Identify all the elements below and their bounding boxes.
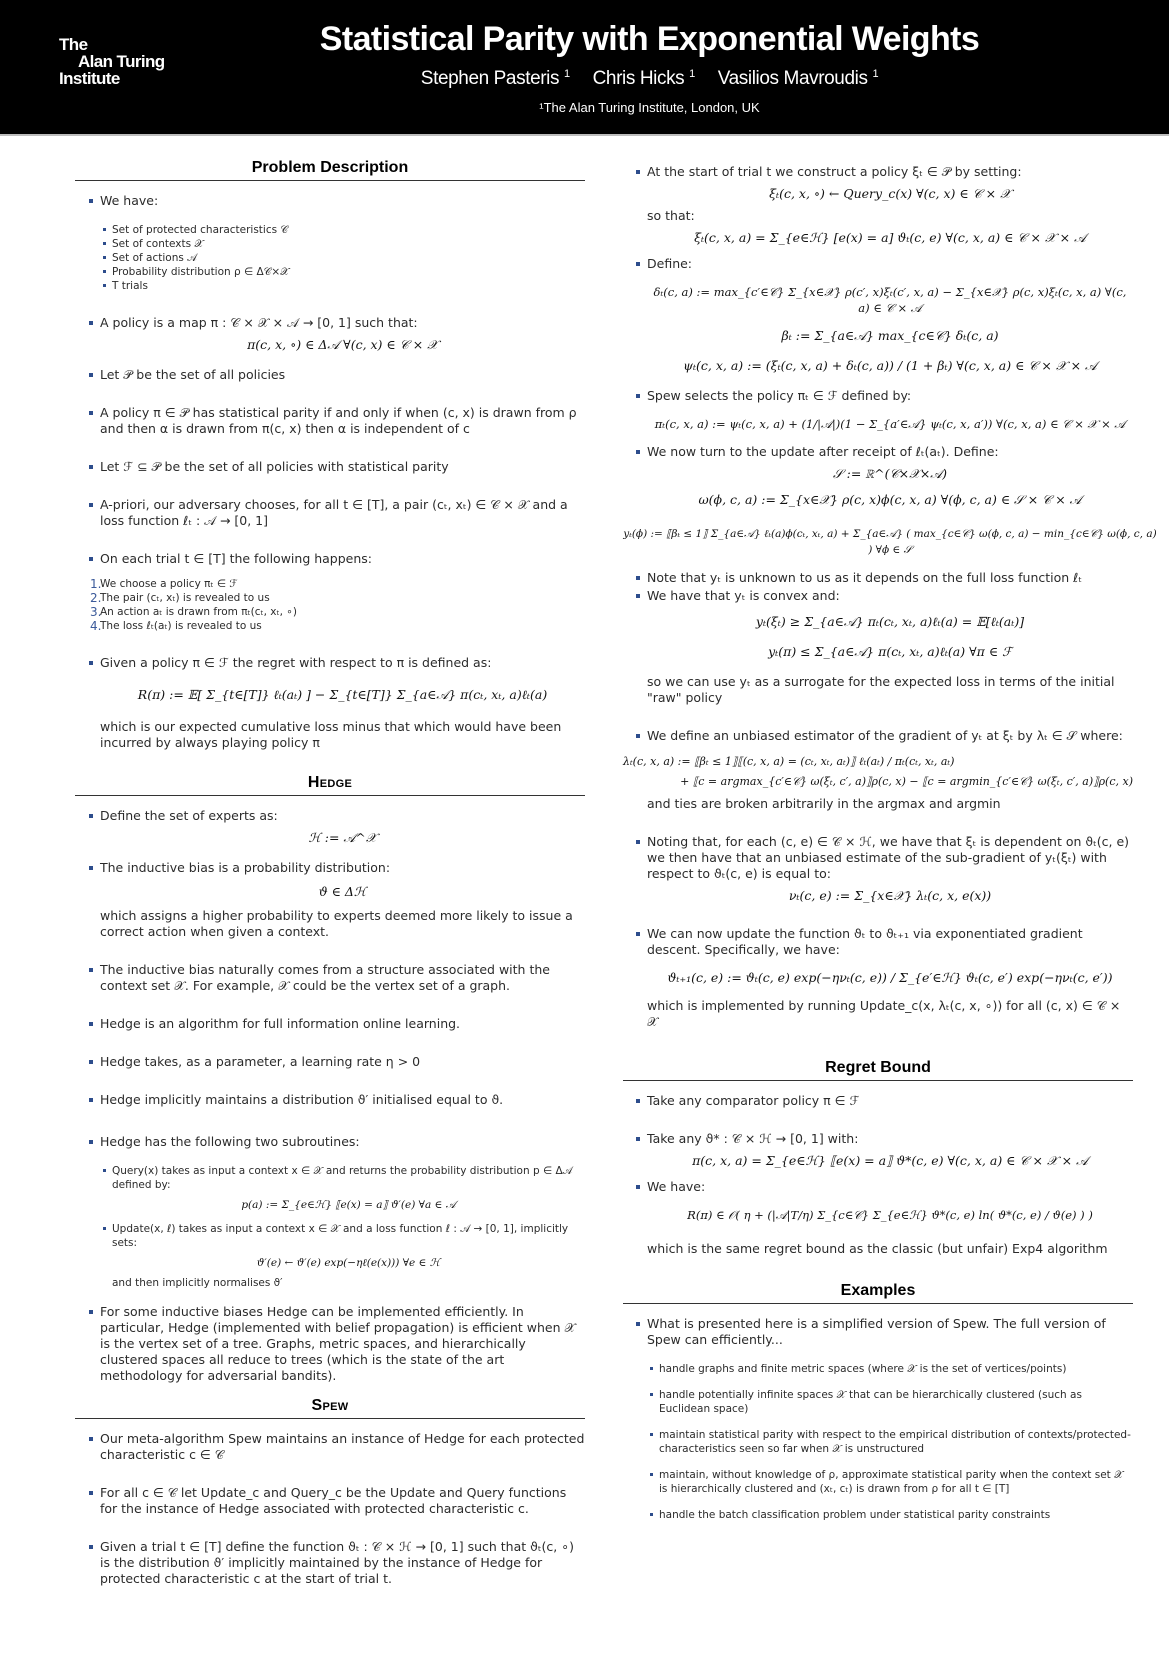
list-item: Define: δₜ(c, a) := max_{c′∈𝒞} Σ_{x∈𝒳} ρ(c′, x)ξₜ(c′, x, a) − Σ_{x∈𝒳} ρ(c, x)ξₜ(c, x, a) ∀(c, a) ∈ 𝒞 × 𝒜 βₜ := Σ_{a∈𝒜} max_{c∈𝒞} δₜ(c, a) ψₜ(c, x, a) := (ξₜ(c, x, a) + δₜ(c, a)) / (1 + βₜ) ∀(c, x, a) ∈ 𝒞 × 𝒳 × 𝒜 <box>623 256 1133 374</box>
list-item: The inductive bias is a probability distribution: ϑ ∈ Δℋ which assigns a higher probability to experts deemed more likely to issue a correct action when given a context. <box>75 860 585 940</box>
problem-components <box>100 223 585 293</box>
section-title-problem: Problem Description <box>75 160 585 181</box>
list-item: For all c ∈ 𝒞 let Update_c and Query_c be the Update and Query functions for the instance of Hedge associated with protected characteristic c. <box>75 1485 585 1517</box>
equation: ϑₜ₊₁(c, e) := ϑₜ(c, e) exp(−ηνₜ(c, e)) / Σ_{e′∈ℋ} ϑₜ(c, e′) exp(−ηνₜ(c, e′)) <box>667 970 1113 985</box>
hedge-subroutines <box>100 1164 585 1290</box>
equation: π(c, x, ∘) ∈ Δ𝒜 ∀(c, x) ∈ 𝒞 × 𝒳 <box>247 337 438 352</box>
list-item: Take any ϑ* : 𝒞 × ℋ → [0, 1] with: π(c, x, a) = Σ_{e∈ℋ} ⟦e(x) = a⟧ ϑ*(c, e) ∀(c, x, a) ∈ 𝒞 × 𝒳 × 𝒜 <box>623 1131 1133 1169</box>
logo-line: Institute <box>59 69 120 88</box>
list-item: Let ℱ ⊆ 𝒫 be the set of all policies with statistical parity <box>75 459 585 475</box>
equation: p(a) := Σ_{e∈ℋ} ⟦e(x) = a⟧ ϑ′(e) ∀a ∈ 𝒜 <box>241 1199 456 1211</box>
right-column <box>623 164 1157 1536</box>
list-item: 2. The pair (cₜ, xₜ) is revealed to us <box>90 591 270 605</box>
list-item: Given a policy π ∈ ℱ the regret with respect to π is defined as: R(π) := 𝔼[ Σ_{t∈[T]} ℓₜ(aₜ) ] − Σ_{t∈[T]} Σ_{a∈𝒜} π(cₜ, xₜ, a)ℓₜ(a) which is our expected cumulative loss minus that which would have been incurred by always playing policy π <box>75 655 585 751</box>
equation: δₜ(c, a) := max_{c′∈𝒞} Σ_{x∈𝒳} ρ(c′, x)ξₜ(c′, x, a) − Σ_{x∈𝒳} ρ(c, x)ξₜ(c, x, a) ∀(c, a) ∈ 𝒞 × 𝒜 <box>653 285 1127 315</box>
list-item: A-priori, our adversary chooses, for all t ∈ [T], a pair (cₜ, xₜ) ∈ 𝒞 × 𝒳 and a loss function ℓₜ : 𝒜 → [0, 1] <box>75 497 585 529</box>
list-item: Probability distribution ρ ∈ Δ𝒞×𝒳 <box>100 265 585 279</box>
equation: πₜ(c, x, a) := ψₜ(c, x, a) + (1/|𝒜|)(1 − Σ_{a′∈𝒜} ψₜ(c, x, a′)) ∀(c, x, a) ∈ 𝒞 × 𝒳 × 𝒜 <box>654 417 1126 431</box>
list-item: maintain statistical parity with respect to the empirical distribution of contexts/protected-characteristics seen so far when 𝒳 is unstructured <box>647 1428 1133 1456</box>
examples-list <box>623 1316 1133 1522</box>
affiliation: ¹The Alan Turing Institute, London, UK <box>539 100 760 115</box>
regret-bound-list <box>623 1093 1133 1257</box>
left-column <box>75 160 585 1601</box>
list-item: What is presented here is a simplified version of Spew. The full version of Spew can efficiently... handle graphs and finite metric spaces (where 𝒳 is the set of vertices/points) handle potentially infinite spaces 𝒳 that can be hierarchically clustered (such as Euclidean space) maintain statistical parity with respect to the empirical distribution of contexts/protected-characteristics seen so far when 𝒳 is unstructured maintain, without knowledge of ρ, approximate statistical parity when the context set 𝒳 is hierarchically clustered and (xₜ, cₜ) is drawn from ρ for all t ∈ [T] handle the batch classification problem under statistical parity constraints <box>623 1316 1133 1522</box>
equation: ℋ := 𝒜^𝒳 <box>308 830 377 845</box>
problem-list <box>75 193 585 751</box>
spew-details-list <box>623 164 1157 1030</box>
logo-line: Alan Turing <box>78 52 165 71</box>
equation: R(π) ∈ 𝒪( η + (|𝒜|T/η) Σ_{c∈𝒞} Σ_{e∈ℋ} ϑ*(c, e) ln( ϑ*(c, e) / ϑ(e) ) ) <box>687 1208 1093 1222</box>
list-item: A policy π ∈ 𝒫 has statistical parity if and only if when (c, x) is drawn from ρ and then α is drawn from π(c, x) then α is independent of c <box>75 405 585 437</box>
list-item: Hedge takes, as a parameter, a learning rate η > 0 <box>75 1054 585 1070</box>
list-item: Take any comparator policy π ∈ ℱ <box>623 1093 1133 1109</box>
list-item: We define an unbiased estimator of the gradient of yₜ at ξₜ by λₜ ∈ 𝒮 where: λₜ(c, x, a) := ⟦βₜ ≤ 1⟧⟦(c, x, a) = (cₜ, xₜ, aₜ)⟧ ℓₜ(aₜ) / πₜ(cₜ, xₜ, aₜ) + ⟦c = argmax_{c′∈𝒞} ω(ξₜ, c′, a)⟧ρ(c, x) − ⟦c = argmin_{c′∈𝒞} ω(ξₜ, c′, a)⟧ρ(c, x) and ties are broken arbitrarily in the argmax and argmin <box>623 728 1133 811</box>
list-item: Hedge has the following two subroutines: Query(x) takes as input a context x ∈ 𝒳 and returns the probability distribution p ∈ Δ𝒜 defined by: p(a) := Σ_{e∈ℋ} ⟦e(x) = a⟧ ϑ′(e) ∀a ∈ 𝒜 Update(x, ℓ) takes as input a context x ∈ 𝒳 and a loss function ℓ : 𝒜 → [0, 1], implicitly sets: ϑ′(e) ← ϑ′(e) exp(−ηℓ(e(x))) ∀e ∈ ℋ and then implicitly normalises ϑ′ <box>75 1134 585 1290</box>
equation: 𝒮 := ℝ^(𝒞×𝒳×𝒜) <box>832 466 948 481</box>
list-item: maintain, without knowledge of ρ, approximate statistical parity when the context set 𝒳 is hierarchically clustered and (xₜ, cₜ) is drawn from ρ for all t ∈ [T] <box>647 1468 1133 1496</box>
list-item: On each trial t ∈ [T] the following happens: 1. We choose a policy πₜ ∈ ℱ 2. The pair (cₜ, xₜ) is revealed to us 3. An action aₜ is drawn from πₜ(cₜ, xₜ, ∘) 4. The loss ℓₜ(aₜ) is revealed to us <box>75 551 585 633</box>
list-item: Set of protected characteristics 𝒞 <box>100 223 585 237</box>
list-item: Given a trial t ∈ [T] define the function ϑₜ : 𝒞 × ℋ → [0, 1] such that ϑₜ(c, ∘) is the distribution ϑ′ implicitly maintained by the instance of Hedge for protected characteristic c at the start of trial t. <box>75 1539 585 1587</box>
spew-list <box>75 1431 585 1587</box>
equation: + ⟦c = argmax_{c′∈𝒞} ω(ξₜ, c′, a)⟧ρ(c, x) − ⟦c = argmin_{c′∈𝒞} ω(ξₜ, c′, a)⟧ρ(c, x) <box>680 775 1133 788</box>
list-item: Hedge implicitly maintains a distribution ϑ′ initialised equal to ϑ. <box>75 1092 585 1108</box>
list-item: A policy is a map π : 𝒞 × 𝒳 × 𝒜 → [0, 1] such that: π(c, x, ∘) ∈ Δ𝒜 ∀(c, x) ∈ 𝒞 × 𝒳 <box>75 315 585 353</box>
list-item: We now turn to the update after receipt of ℓₜ(aₜ). Define: 𝒮 := ℝ^(𝒞×𝒳×𝒜) ω(ϕ, c, a) := Σ_{x∈𝒳} ρ(c, x)ϕ(c, x, a) ∀(ϕ, c, a) ∈ 𝒮 × 𝒞 × 𝒜 yₜ(ϕ) := ⟦βₜ ≤ 1⟧ Σ_{a∈𝒜} ℓₜ(a)ϕ(cₜ, xₜ, a) + Σ_{a∈𝒜} ( max_{c∈𝒞} ω(ϕ, c, a) − min_{c∈𝒞} ω(ϕ, c, a) ) ∀ϕ ∈ 𝒮 <box>623 444 1157 556</box>
list-item: We can now update the function ϑₜ to ϑₜ₊₁ via exponentiated gradient descent. Specifically, we have: ϑₜ₊₁(c, e) := ϑₜ(c, e) exp(−ηνₜ(c, e)) / Σ_{e′∈ℋ} ϑₜ(c, e′) exp(−ηνₜ(c, e′)) which is implemented by running Update_c(x, λₜ(c, x, ∘)) for all (c, x) ∈ 𝒞 × 𝒳 <box>623 926 1133 1030</box>
equation: ϑ′(e) ← ϑ′(e) exp(−ηℓ(e(x))) ∀e ∈ ℋ <box>256 1257 441 1269</box>
section-title-spew: Spew <box>75 1398 585 1419</box>
list-item: 1. We choose a policy πₜ ∈ ℱ <box>90 577 238 591</box>
equation: R(π) := 𝔼[ Σ_{t∈[T]} ℓₜ(aₜ) ] − Σ_{t∈[T]} Σ_{a∈𝒜} π(cₜ, xₜ, a)ℓₜ(a) <box>137 687 548 702</box>
list-item: Let 𝒫 be the set of all policies <box>75 367 585 383</box>
list-item: We have that yₜ is convex and: yₜ(ξₜ) ≥ Σ_{a∈𝒜} πₜ(cₜ, xₜ, a)ℓₜ(a) = 𝔼[ℓₜ(aₜ)] yₜ(π) ≤ Σ_{a∈𝒜} π(cₜ, xₜ, a)ℓₜ(a) ∀π ∈ ℱ so we can use yₜ as a surrogate for the expected loss in terms of the initial "raw" policy <box>623 588 1133 706</box>
equation: yₜ(ξₜ) ≥ Σ_{a∈𝒜} πₜ(cₜ, xₜ, a)ℓₜ(a) = 𝔼[ℓₜ(aₜ)] <box>755 614 1025 629</box>
equation: ψₜ(c, x, a) := (ξₜ(c, x, a) + δₜ(c, a)) / (1 + βₜ) ∀(c, x, a) ∈ 𝒞 × 𝒳 × 𝒜 <box>683 358 1097 373</box>
equation: λₜ(c, x, a) := ⟦βₜ ≤ 1⟧⟦(c, x, a) = (cₜ, xₜ, aₜ)⟧ ℓₜ(aₜ) / πₜ(cₜ, xₜ, aₜ) <box>623 755 955 768</box>
author: Stephen Pasteris $^1$ <box>420 68 570 89</box>
list-item: For some inductive biases Hedge can be implemented efficiently. In particular, Hedge (implemented with belief propagation) is efficient when 𝒳 is the vertex set of a tree. Graphs, metric spaces, and hierarchically clustered spaces all reduce to trees (which is the state of the art methodology for adversarial bandits). <box>75 1304 585 1384</box>
regret-note: which is our expected cumulative loss minus that which would have been incurred by always playing policy π <box>100 719 562 750</box>
list-item: handle graphs and finite metric spaces (where 𝒳 is the set of vertices/points) <box>647 1362 1133 1376</box>
section-title-regret-bound: Regret Bound <box>623 1060 1133 1081</box>
equation: ω(ϕ, c, a) := Σ_{x∈𝒳} ρ(c, x)ϕ(c, x, a) ∀(ϕ, c, a) ∈ 𝒮 × 𝒞 × 𝒜 <box>698 492 1082 507</box>
author: Chris Hicks $^1$ <box>592 68 695 89</box>
equation: yₜ(π) ≤ Σ_{a∈𝒜} π(cₜ, xₜ, a)ℓₜ(a) ∀π ∈ ℱ <box>768 644 1012 659</box>
poster-header <box>0 0 1169 134</box>
list-item: We have: Set of protected characteristics 𝒞 Set of contexts 𝒳 Set of actions 𝒜 Probability distribution ρ ∈ Δ𝒞×𝒳 T trials <box>75 193 585 293</box>
list-item: The inductive bias naturally comes from a structure associated with the context set 𝒳. For example, 𝒳 could be the vertex set of a graph. <box>75 962 585 994</box>
list-item: Noting that, for each (c, e) ∈ 𝒞 × ℋ, we have that ξₜ is dependent on ϑₜ(c, e) we then have that an unbiased estimate of the sub-gradient of yₜ(ξₜ) with respect to ϑₜ(c, e) is equal to: νₜ(c, e) := Σ_{x∈𝒳} λₜ(c, x, e(x)) <box>623 834 1133 904</box>
list-item: Note that yₜ is unknown to us as it depends on the full loss function ℓₜ <box>623 570 1133 586</box>
list-item: Hedge is an algorithm for full information online learning. <box>75 1016 585 1032</box>
equation: ξₜ(c, x, ∘) ← Query_c(x) ∀(c, x) ∈ 𝒞 × 𝒳 <box>769 186 1011 201</box>
list-item: 4. The loss ℓₜ(aₜ) is revealed to us <box>90 619 262 633</box>
hedge-list <box>75 808 585 1384</box>
equation: βₜ := Σ_{a∈𝒜} max_{c∈𝒞} δₜ(c, a) <box>781 328 999 343</box>
author-list <box>0 68 1169 90</box>
equation: π(c, x, a) = Σ_{e∈ℋ} ⟦e(x) = a⟧ ϑ*(c, e) ∀(c, x, a) ∈ 𝒞 × 𝒳 × 𝒜 <box>692 1153 1088 1168</box>
logo-line: The <box>59 35 88 54</box>
examples-capabilities <box>647 1362 1133 1522</box>
list-item: We have: R(π) ∈ 𝒪( η + (|𝒜|T/η) Σ_{c∈𝒞} Σ_{e∈ℋ} ϑ*(c, e) ln( ϑ*(c, e) / ϑ(e) ) ) which is the same regret bound as the classic (but unfair) Exp4 algorithm <box>623 1179 1133 1257</box>
poster-title: Statistical Parity with Exponential Weights <box>319 20 980 58</box>
list-item: Spew selects the policy πₜ ∈ ℱ defined by: πₜ(c, x, a) := ψₜ(c, x, a) + (1/|𝒜|)(1 − Σ_{a′∈𝒜} ψₜ(c, x, a′)) ∀(c, x, a) ∈ 𝒞 × 𝒳 × 𝒜 <box>623 388 1133 432</box>
list-item: Query(x) takes as input a context x ∈ 𝒳 and returns the probability distribution p ∈ Δ𝒜 defined by: p(a) := Σ_{e∈ℋ} ⟦e(x) = a⟧ ϑ′(e) ∀a ∈ 𝒜 <box>100 1164 585 1212</box>
author: Vasilios Mavroudis $^1$ <box>717 68 879 89</box>
list-item: 3. An action aₜ is drawn from πₜ(cₜ, xₜ, ∘) <box>90 605 297 619</box>
section-title-examples: Examples <box>623 1283 1133 1304</box>
list-item: handle the batch classification problem under statistical parity constraints <box>647 1508 1133 1522</box>
list-item: Our meta-algorithm Spew maintains an instance of Hedge for each protected characteristic c ∈ 𝒞 <box>75 1431 585 1463</box>
equation: yₜ(ϕ) := ⟦βₜ ≤ 1⟧ Σ_{a∈𝒜} ℓₜ(a)ϕ(cₜ, xₜ, a) + Σ_{a∈𝒜} ( max_{c∈𝒞} ω(ϕ, c, a) − min_{c∈𝒞} ω(ϕ, c, a) ) ∀ϕ ∈ 𝒮 <box>623 528 1157 556</box>
trial-steps <box>75 577 585 633</box>
list-item: At the start of trial t we construct a policy ξₜ ∈ 𝒫 by setting: ξₜ(c, x, ∘) ← Query_c(x) ∀(c, x) ∈ 𝒞 × 𝒳 so that: ξₜ(c, x, a) = Σ_{e∈ℋ} [e(x) = a] ϑₜ(c, e) ∀(c, x, a) ∈ 𝒞 × 𝒳 × 𝒜 <box>623 164 1133 246</box>
section-title-hedge: Hedge <box>75 775 585 796</box>
list-item: Define the set of experts as: ℋ := 𝒜^𝒳 <box>75 808 585 846</box>
list-item: handle potentially infinite spaces 𝒳 that can be hierarchically clustered (such as Euclidean space) <box>647 1388 1133 1416</box>
equation: ξₜ(c, x, a) = Σ_{e∈ℋ} [e(x) = a] ϑₜ(c, e) ∀(c, x, a) ∈ 𝒞 × 𝒳 × 𝒜 <box>694 230 1086 245</box>
list-item: Set of actions 𝒜 <box>100 251 585 265</box>
equation: ϑ ∈ Δℋ <box>318 884 367 899</box>
list-item: T trials <box>100 279 585 293</box>
equation: νₜ(c, e) := Σ_{x∈𝒳} λₜ(c, x, e(x)) <box>788 888 992 903</box>
header-divider <box>0 134 1169 136</box>
list-item: Update(x, ℓ) takes as input a context x ∈ 𝒳 and a loss function ℓ : 𝒜 → [0, 1], implicitly sets: ϑ′(e) ← ϑ′(e) exp(−ηℓ(e(x))) ∀e ∈ ℋ and then implicitly normalises ϑ′ <box>100 1222 585 1290</box>
list-item: Set of contexts 𝒳 <box>100 237 585 251</box>
